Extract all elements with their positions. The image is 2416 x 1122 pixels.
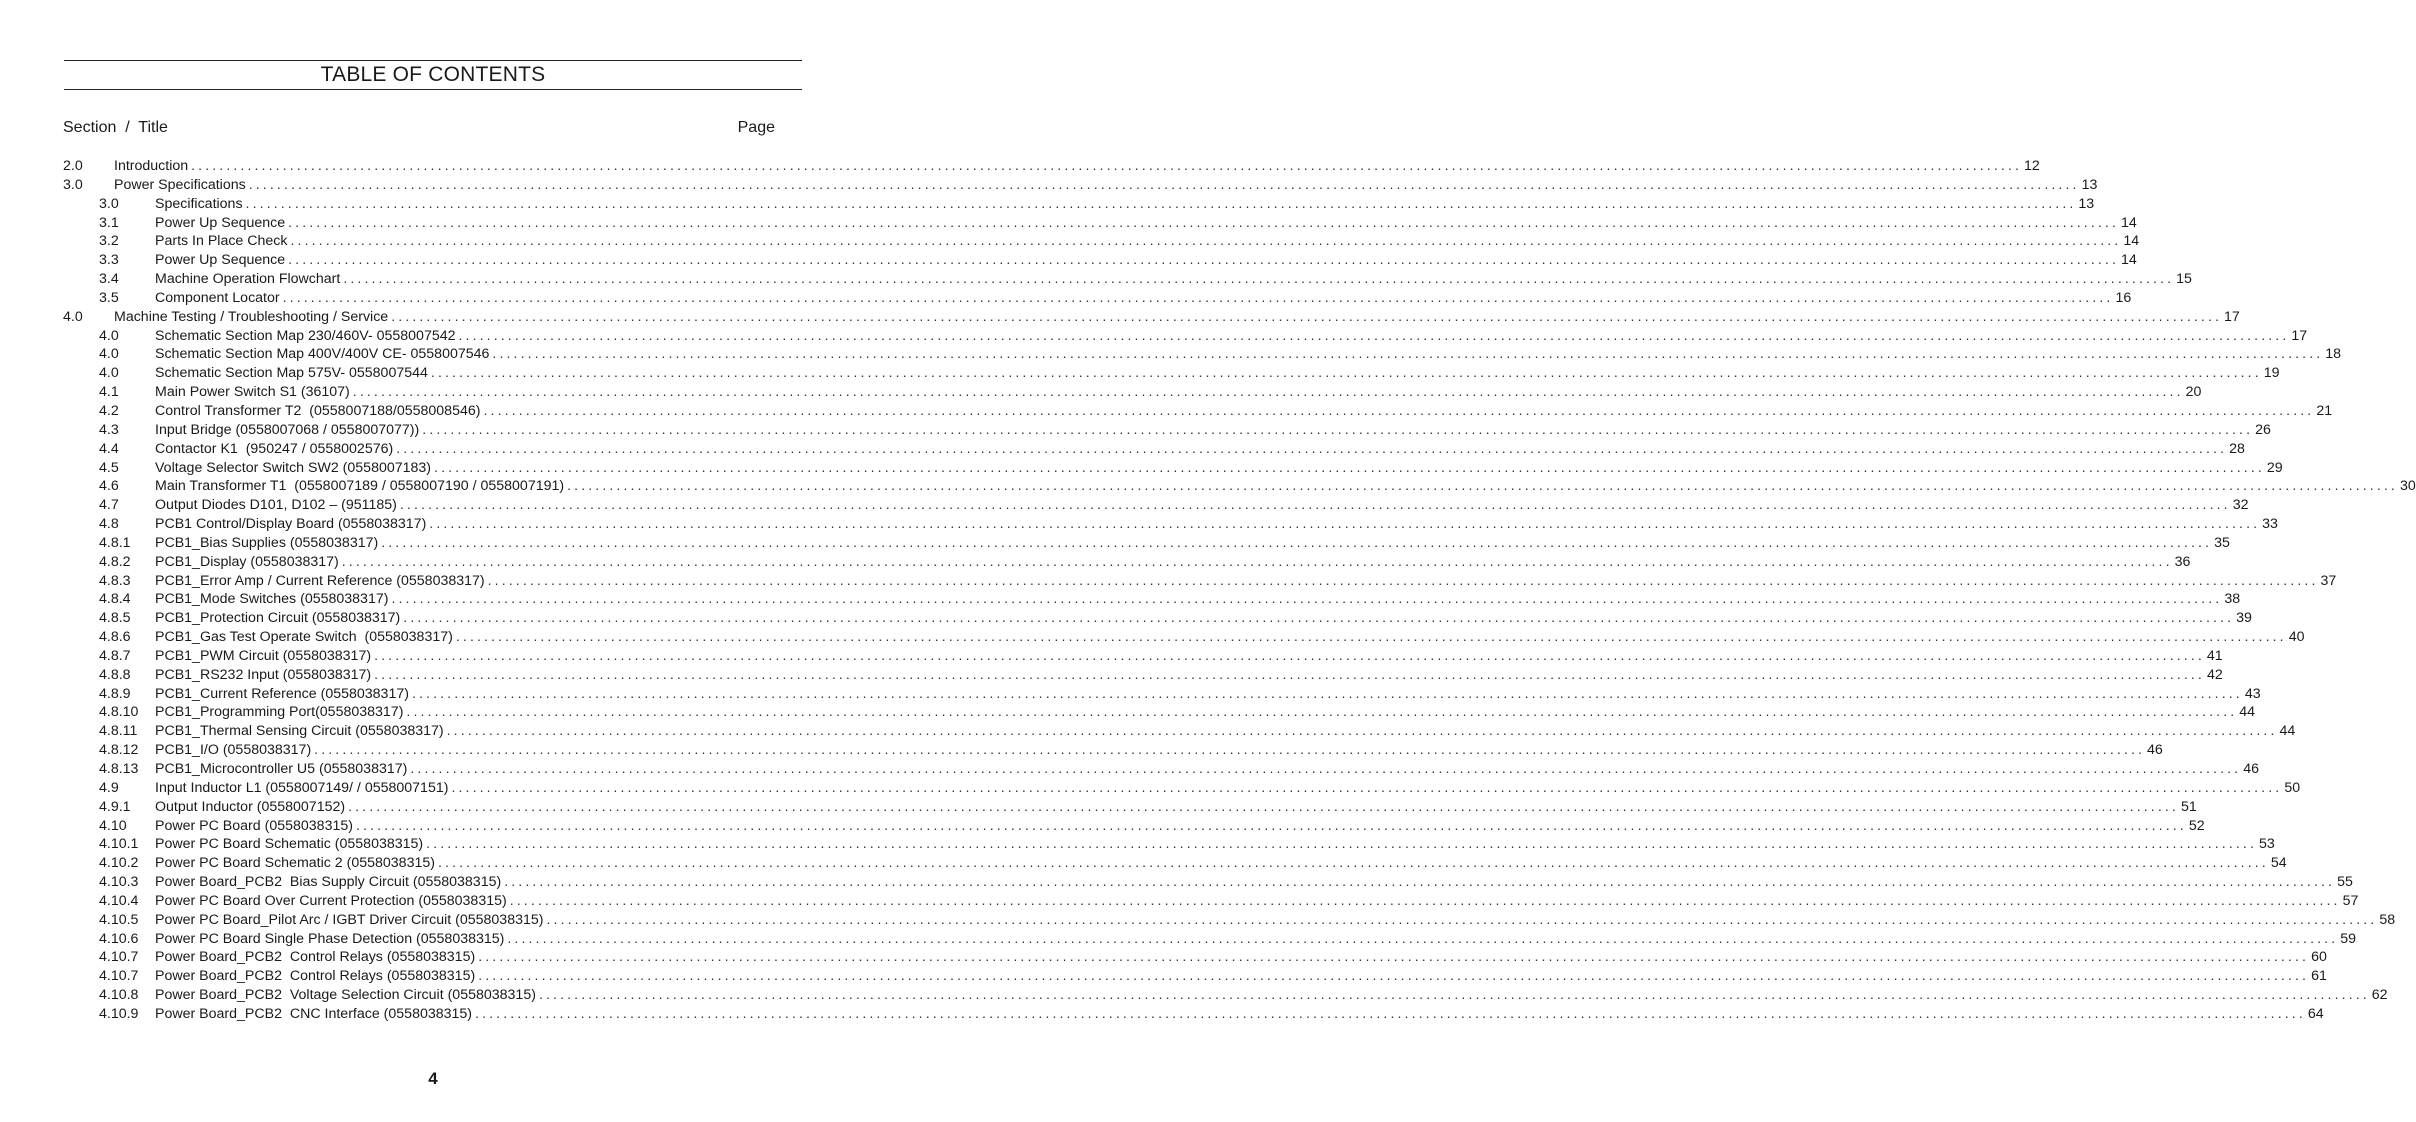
toc-entry-number: 4.1 <box>99 384 119 401</box>
toc-entry-number: 4.10.2 <box>99 855 139 872</box>
page-title: TABLE OF CONTENTS <box>320 63 546 86</box>
toc-entry[interactable] <box>0 477 2416 496</box>
toc-entry-body <box>155 967 2327 986</box>
toc-entry-page: 21 <box>2316 402 2333 419</box>
toc-entry-number: 4.8.5 <box>99 610 131 627</box>
toc-entry-body <box>155 327 2308 346</box>
toc-entry-number: 4.10.9 <box>99 1005 139 1022</box>
toc-entry-title: Machine Testing / Troubleshooting / Service <box>114 308 389 325</box>
toc-entry[interactable] <box>0 572 2337 591</box>
toc-entry-page: 19 <box>2263 365 2280 382</box>
toc-entry-page: 28 <box>2229 440 2245 457</box>
toc-entry-number: 4.10.7 <box>99 968 139 985</box>
toc-entry[interactable] <box>0 722 2296 741</box>
dot-leader: .................................................................................................................................................................................................................................................................... <box>455 629 2287 646</box>
toc-entry-body <box>155 421 2271 440</box>
toc-entry-number: 4.9 <box>99 779 119 796</box>
toc-entry-page: 16 <box>2115 289 2132 306</box>
toc-entry-number: 4.5 <box>99 459 119 476</box>
toc-entry-body <box>155 553 2191 572</box>
title-underline <box>64 89 802 90</box>
toc-entry-body <box>155 986 2388 1005</box>
toc-entry-title: Input Inductor L1 (0558007149/ / 0558007151) <box>155 779 449 796</box>
toc-entry[interactable] <box>0 364 2280 383</box>
toc-entry[interactable] <box>0 534 2230 553</box>
toc-entry[interactable] <box>0 251 2137 270</box>
toc-entry[interactable] <box>0 345 2342 364</box>
toc-entry-title: Power Board_PCB2 CNC Interface (0558038315) <box>155 1005 473 1022</box>
toc-entry-body <box>155 703 2256 722</box>
toc-entry-number: 4.0 <box>99 327 119 344</box>
toc-entry-body <box>155 835 2275 854</box>
dot-leader: .................................................................................................................................................................................................................................................................... <box>391 591 2223 608</box>
toc-entry[interactable] <box>0 760 2259 779</box>
toc-entry-title: Voltage Selector Switch SW2 (0558007183) <box>155 459 432 476</box>
toc-entry-page: 38 <box>2224 591 2241 608</box>
toc-entry-page: 12 <box>2024 158 2040 174</box>
toc-entry-page: 17 <box>2224 308 2240 325</box>
toc-entry[interactable] <box>0 308 2240 327</box>
toc-entry-number: 4.8.13 <box>99 761 139 777</box>
toc-entry[interactable] <box>0 590 2241 609</box>
toc-entry-number: 4.0 <box>99 365 119 382</box>
toc-entry-title: Power PC Board Schematic 2 (0558038315) <box>155 855 435 872</box>
toc-entry-number: 4.8.4 <box>99 591 131 608</box>
toc-entry-number: 4.8.9 <box>99 685 131 702</box>
toc-entry-title: Output Inductor (0558007152) <box>155 798 346 815</box>
toc-entry-title: PCB1_Thermal Sensing Circuit (0558038317) <box>155 723 444 740</box>
toc-entry-number: 4.8 <box>99 516 119 533</box>
toc-entry-page: 14 <box>2121 214 2137 231</box>
toc-entry[interactable] <box>0 798 2197 817</box>
toc-entry[interactable] <box>0 666 2223 685</box>
toc-entry-page: 26 <box>2255 421 2271 438</box>
toc-entry-number: 4.8.3 <box>99 572 131 589</box>
toc-entry-body <box>155 534 2230 553</box>
toc-entry-body <box>155 232 2140 251</box>
toc-entry-title: Schematic Section Map 575V- 0558007544 <box>155 365 428 382</box>
toc-entry-body <box>155 195 2095 214</box>
toc-entry[interactable] <box>0 232 2140 251</box>
dot-leader: .................................................................................................................................................................................................................................................................... <box>374 666 2205 683</box>
toc-entry[interactable] <box>0 873 2353 892</box>
toc-entry-body <box>155 666 2223 685</box>
dot-leader: .................................................................................................................................................................................................................................................................... <box>411 685 2243 702</box>
dot-leader: .................................................................................................................................................................................................................................................................... <box>504 874 2336 891</box>
toc-entry-body <box>155 477 2416 496</box>
toc-entry-body <box>155 251 2137 270</box>
toc-entry-page: 59 <box>2340 930 2357 947</box>
toc-entry[interactable] <box>0 967 2327 986</box>
dot-leader: .................................................................................................................................................................................................................................................................... <box>288 214 2119 231</box>
toc-entry-title: Power PC Board Single Phase Detection (0558038315) <box>155 930 505 947</box>
toc-entry-page: 13 <box>2078 195 2095 212</box>
toc-entry-number: 4.4 <box>99 440 119 457</box>
toc-entry[interactable] <box>0 195 2095 214</box>
page-column-header: Page <box>737 119 775 136</box>
toc-entry[interactable] <box>0 685 2261 704</box>
toc-entry[interactable] <box>0 892 2359 911</box>
dot-leader: .................................................................................................................................................................................................................................................................... <box>343 271 2175 288</box>
section-title-header: Section / Title <box>63 119 168 136</box>
toc-entry-number: 4.7 <box>99 497 119 514</box>
toc-entry-title: Power PC Board Schematic (0558038315) <box>155 836 424 853</box>
dot-leader: .................................................................................................................................................................................................................................................................... <box>507 930 2339 947</box>
toc-entry-body <box>155 459 2283 478</box>
toc-entry-body <box>114 176 2098 195</box>
toc-entry-number: 2.0 <box>63 158 83 174</box>
toc-entry-title: Schematic Section Map 230/460V- 0558007542 <box>155 327 456 344</box>
toc-entry-title: PCB1_Error Amp / Current Reference (0558038317) <box>155 572 485 589</box>
toc-entry-page: 37 <box>2320 572 2337 589</box>
toc-entry-page: 41 <box>2206 647 2223 664</box>
toc-entry-title: Schematic Section Map 400V/400V CE- 0558007546 <box>155 346 490 363</box>
toc-entry-title: Parts In Place Check <box>155 233 288 250</box>
toc-entry-title: PCB1_Gas Test Operate Switch (0558038317) <box>155 629 453 646</box>
toc-entry-title: Introduction <box>114 158 189 174</box>
toc-entry[interactable] <box>0 214 2137 233</box>
toc-entry[interactable] <box>0 854 2287 873</box>
toc-entry[interactable] <box>0 176 2098 195</box>
toc-entry-title: PCB1_Protection Circuit (0558038317) <box>155 610 401 627</box>
toc-entry[interactable] <box>0 553 2191 572</box>
dot-leader: .................................................................................................................................................................................................................................................................... <box>475 1005 2306 1022</box>
toc-entry-page: 30 <box>2399 478 2416 495</box>
dot-leader: .................................................................................................................................................................................................................................................................... <box>374 647 2205 664</box>
toc-entry-body <box>155 817 2205 836</box>
dot-leader: .................................................................................................................................................................................................................................................................... <box>487 572 2319 589</box>
toc-entry-number: 4.9.1 <box>99 798 131 815</box>
toc-entry[interactable] <box>0 741 2163 760</box>
dot-leader: .................................................................................................................................................................................................................................................................... <box>391 308 2223 325</box>
toc-entry-page: 61 <box>2311 968 2327 985</box>
dot-leader: .................................................................................................................................................................................................................................................................... <box>248 176 2080 193</box>
toc-entry-number: 4.10.4 <box>99 892 139 909</box>
toc-entry[interactable] <box>0 817 2205 836</box>
toc-entry-body <box>155 402 2333 421</box>
toc-entry-title: Machine Operation Flowchart <box>155 271 341 288</box>
toc-entry-number: 3.4 <box>99 271 119 288</box>
toc-entry-page: 52 <box>2188 817 2205 834</box>
toc-entry-title: PCB1 Control/Display Board (0558038317) <box>155 516 427 533</box>
toc-entry[interactable] <box>0 270 2192 289</box>
toc-entry-number: 4.8.2 <box>99 553 131 570</box>
dot-leader: .................................................................................................................................................................................................................................................................... <box>341 553 2173 570</box>
dot-leader: .................................................................................................................................................................................................................................................................... <box>288 252 2119 269</box>
dot-leader: .................................................................................................................................................................................................................................................................... <box>245 195 2077 212</box>
toc-entry-title: PCB1_I/O (0558038317) <box>155 742 312 759</box>
toc-entry-body <box>155 628 2305 647</box>
toc-entry[interactable] <box>0 986 2388 1005</box>
toc-entry-title: Power Up Sequence <box>155 252 286 269</box>
toc-entry-title: Power Up Sequence <box>155 214 286 231</box>
toc-entry-title: PCB1_Mode Switches (0558038317) <box>155 591 389 608</box>
toc-entry[interactable] <box>0 327 2308 346</box>
toc-entry-page: 42 <box>2206 666 2223 683</box>
toc-entry[interactable] <box>0 421 2271 440</box>
toc-entry-page: 20 <box>2185 384 2202 401</box>
dot-leader: .................................................................................................................................................................................................................................................................... <box>509 892 2341 909</box>
toc-entry[interactable] <box>0 383 2202 402</box>
toc-entry-page: 17 <box>2291 327 2308 344</box>
dot-leader: .................................................................................................................................................................................................................................................................... <box>355 817 2187 834</box>
toc-entry-body <box>155 515 2278 534</box>
toc-entry[interactable] <box>0 930 2357 949</box>
toc-entry-page: 46 <box>2147 742 2163 759</box>
toc-entry-number: 3.3 <box>99 252 119 269</box>
toc-entry-page: 64 <box>2307 1005 2324 1022</box>
toc-entry-body <box>155 590 2241 609</box>
toc-entry-body <box>155 930 2357 949</box>
dot-leader: .................................................................................................................................................................................................................................................................... <box>437 855 2269 872</box>
toc-entry-body <box>155 892 2359 911</box>
toc-entry[interactable] <box>0 515 2278 534</box>
toc-entry-body <box>155 760 2259 779</box>
toc-entry-page: 15 <box>2176 271 2192 288</box>
toc-entry-title: Component Locator <box>155 289 280 306</box>
toc-entry-page: 32 <box>2232 497 2249 514</box>
toc-entry-body <box>155 364 2280 383</box>
toc-entry[interactable] <box>0 779 2301 798</box>
toc-entry-page: 54 <box>2270 855 2287 872</box>
toc-entry-page: 53 <box>2259 836 2275 853</box>
toc-entry-body <box>155 1005 2324 1024</box>
toc-entry-body <box>155 270 2192 289</box>
toc-entry-page: 44 <box>2239 704 2256 721</box>
dot-leader: .................................................................................................................................................................................................................................................................... <box>430 365 2262 382</box>
dot-leader: .................................................................................................................................................................................................................................................................... <box>191 158 2022 174</box>
toc-entry-body <box>155 779 2301 798</box>
toc-entry-body <box>155 685 2261 704</box>
toc-entry-title: Power Board_PCB2 Voltage Selection Circuit (0558038315) <box>155 987 536 1004</box>
toc-entry-body <box>155 873 2353 892</box>
toc-entry-page: 44 <box>2279 723 2296 740</box>
toc-entry-title: Power Board_PCB2 Control Relays (0558038315) <box>155 949 476 966</box>
dot-leader: .................................................................................................................................................................................................................................................................... <box>451 779 2283 796</box>
dot-leader: .................................................................................................................................................................................................................................................................... <box>492 346 2324 363</box>
toc-entry[interactable] <box>0 911 2396 930</box>
toc-entry-page: 13 <box>2081 176 2098 193</box>
toc-entry-number: 4.10.3 <box>99 874 139 891</box>
toc-entry-title: Output Diodes D101, D102 – (951185) <box>155 497 397 514</box>
toc-entry-page: 51 <box>2180 798 2197 815</box>
dot-leader: .................................................................................................................................................................................................................................................................... <box>567 478 2398 495</box>
toc-entry-page: 57 <box>2342 892 2359 909</box>
toc-entry-title: Specifications <box>155 195 243 212</box>
toc-entry-page: 50 <box>2284 779 2301 796</box>
toc-entry-page: 33 <box>2262 516 2278 533</box>
dot-leader: .................................................................................................................................................................................................................................................................... <box>538 987 2370 1004</box>
toc-entry-title: Main Transformer T1 (0558007189 / 0558007190 / 0558007191) <box>155 478 565 495</box>
toc-entry-title: PCB1_RS232 Input (0558038317) <box>155 666 372 683</box>
toc-entry-number: 4.8.6 <box>99 629 131 646</box>
dot-leader: .................................................................................................................................................................................................................................................................... <box>429 516 2261 533</box>
toc-entry-number: 4.2 <box>99 402 119 419</box>
toc-entry-title: Power PC Board (0558038315) <box>155 817 353 834</box>
dot-leader: .................................................................................................................................................................................................................................................................... <box>410 761 2242 777</box>
toc-entry-body <box>155 948 2327 967</box>
toc-entry-title: PCB1_Microcontroller U5 (0558038317) <box>155 761 408 777</box>
toc-entry-title: Power PC Board_Pilot Arc / IGBT Driver Circuit (0558038315) <box>155 911 544 928</box>
dot-leader: .................................................................................................................................................................................................................................................................... <box>478 968 2310 985</box>
toc-entry-number: 4.8.10 <box>99 704 139 721</box>
dot-leader: .................................................................................................................................................................................................................................................................... <box>483 402 2315 419</box>
dot-leader: .................................................................................................................................................................................................................................................................... <box>434 459 2265 476</box>
toc-entry-page: 43 <box>2244 685 2261 702</box>
toc-entry-page: 14 <box>2121 252 2137 269</box>
toc-entry-page: 60 <box>2311 949 2327 966</box>
toc-entry-title: Power Board_PCB2 Control Relays (0558038315) <box>155 968 476 985</box>
toc-entry-number: 4.10.8 <box>99 987 139 1004</box>
toc-entry-page: 46 <box>2243 761 2259 777</box>
toc-entry-body <box>114 308 2240 327</box>
dot-leader: .................................................................................................................................................................................................................................................................... <box>282 289 2114 306</box>
toc-entry-title: PCB1_Bias Supplies (0558038317) <box>155 534 379 551</box>
toc-entry-title: Control Transformer T2 (0558007188/0558008546) <box>155 402 481 419</box>
toc-entry-number: 4.10.5 <box>99 911 139 928</box>
toc-entry[interactable] <box>0 609 2252 628</box>
toc-entry-body <box>155 798 2197 817</box>
dot-leader: .................................................................................................................................................................................................................................................................... <box>422 421 2254 438</box>
toc-entry[interactable] <box>0 628 2305 647</box>
dot-leader: .................................................................................................................................................................................................................................................................... <box>478 949 2310 966</box>
toc-entry-title: Main Power Switch S1 (36107) <box>155 384 350 401</box>
toc-entry[interactable] <box>0 402 2333 421</box>
toc-entry-number: 3.2 <box>99 233 119 250</box>
toc-entry[interactable] <box>0 703 2256 722</box>
toc-entry[interactable] <box>0 647 2223 666</box>
toc-entry-body <box>155 289 2132 308</box>
toc-entry-page: 55 <box>2337 874 2353 891</box>
toc-entry[interactable] <box>0 440 2245 459</box>
toc-entry-number: 4.3 <box>99 421 119 438</box>
toc-entry-body <box>155 440 2245 459</box>
dot-leader: .................................................................................................................................................................................................................................................................... <box>396 440 2228 457</box>
toc-entry-title: PCB1_Current Reference (0558038317) <box>155 685 409 702</box>
toc-entry-page: 14 <box>2123 233 2140 250</box>
dot-leader: .................................................................................................................................................................................................................................................................... <box>290 233 2122 250</box>
dot-leader: .................................................................................................................................................................................................................................................................... <box>348 798 2179 815</box>
toc-entry[interactable] <box>0 835 2275 854</box>
dot-leader: .................................................................................................................................................................................................................................................................... <box>406 704 2238 721</box>
toc-entry-number: 3.0 <box>63 176 83 193</box>
dot-leader: .................................................................................................................................................................................................................................................................... <box>399 497 2231 514</box>
toc-entry-title: PCB1_Display (0558038317) <box>155 553 339 570</box>
toc-entry[interactable] <box>0 948 2327 967</box>
toc-entry-body <box>155 911 2396 930</box>
dot-leader: .................................................................................................................................................................................................................................................................... <box>403 610 2235 627</box>
toc-entry-page: 62 <box>2371 987 2388 1004</box>
dot-leader: .................................................................................................................................................................................................................................................................... <box>546 911 2378 928</box>
toc-entry-number: 4.0 <box>63 308 83 325</box>
toc-entry-number: 3.5 <box>99 289 119 306</box>
toc-entry-title: Power Specifications <box>114 176 246 193</box>
toc-entry[interactable] <box>0 289 2132 308</box>
toc-entry-body <box>114 157 2040 176</box>
toc-entry-body <box>155 345 2342 364</box>
toc-entry-body <box>155 647 2223 666</box>
toc-entry-number: 4.0 <box>99 346 119 363</box>
toc-entry-number: 3.0 <box>99 195 119 212</box>
toc-entry[interactable] <box>0 459 2283 478</box>
dot-leader: .................................................................................................................................................................................................................................................................... <box>458 327 2290 344</box>
toc-entry-body <box>155 496 2249 515</box>
toc-list <box>0 157 2416 1024</box>
toc-entry-page: 18 <box>2325 346 2342 363</box>
toc-entry[interactable] <box>0 157 2040 176</box>
toc-entry-number: 4.8.11 <box>99 723 138 740</box>
toc-entry-title: Contactor K1 (950247 / 0558002576) <box>155 440 394 457</box>
toc-entry-number: 4.8.7 <box>99 647 131 664</box>
dot-leader: .................................................................................................................................................................................................................................................................... <box>446 723 2278 740</box>
toc-entry-number: 4.8.12 <box>99 742 139 759</box>
dot-leader: .................................................................................................................................................................................................................................................................... <box>314 742 2146 759</box>
toc-entry-page: 36 <box>2174 553 2191 570</box>
toc-entry-number: 4.10 <box>99 817 127 834</box>
toc-entry-number: 4.6 <box>99 478 119 495</box>
toc-entry-body <box>155 572 2337 591</box>
dot-leader: .................................................................................................................................................................................................................................................................... <box>352 384 2184 401</box>
toc-entry-number: 4.10.6 <box>99 930 139 947</box>
toc-entry-page: 40 <box>2288 629 2305 646</box>
toc-entry-page: 35 <box>2214 534 2230 551</box>
toc-entry-title: PCB1_Programming Port(0558038317) <box>155 704 404 721</box>
toc-entry-number: 3.1 <box>99 214 119 231</box>
toc-entry-title: Power PC Board Over Current Protection (0558038315) <box>155 892 507 909</box>
page-number: 4 <box>428 1069 438 1088</box>
toc-entry-page: 58 <box>2379 911 2396 928</box>
top-rule <box>64 60 802 61</box>
toc-entry-body <box>155 214 2137 233</box>
toc-entry-title: PCB1_PWM Circuit (0558038317) <box>155 647 372 664</box>
toc-entry-number: 4.8.1 <box>99 534 131 551</box>
dot-leader: .................................................................................................................................................................................................................................................................... <box>426 836 2257 853</box>
toc-entry-title: Power Board_PCB2 Bias Supply Circuit (0558038315) <box>155 874 502 891</box>
toc-entry-body <box>155 854 2287 873</box>
toc-entry-number: 4.10.7 <box>99 949 139 966</box>
dot-leader: .................................................................................................................................................................................................................................................................... <box>381 534 2213 551</box>
toc-entry-page: 29 <box>2266 459 2283 476</box>
toc-entry-body <box>155 722 2296 741</box>
toc-entry-title: Input Bridge (0558007068 / 0558007077)) <box>155 421 420 438</box>
toc-entry-number: 4.10.1 <box>99 836 139 853</box>
toc-entry[interactable] <box>0 1005 2324 1024</box>
toc-entry-body <box>155 383 2202 402</box>
toc-entry-body <box>155 609 2252 628</box>
toc-entry-page: 39 <box>2236 610 2252 627</box>
toc-entry-number: 4.8.8 <box>99 666 131 683</box>
toc-entry[interactable] <box>0 496 2249 515</box>
toc-entry-body <box>155 741 2163 760</box>
